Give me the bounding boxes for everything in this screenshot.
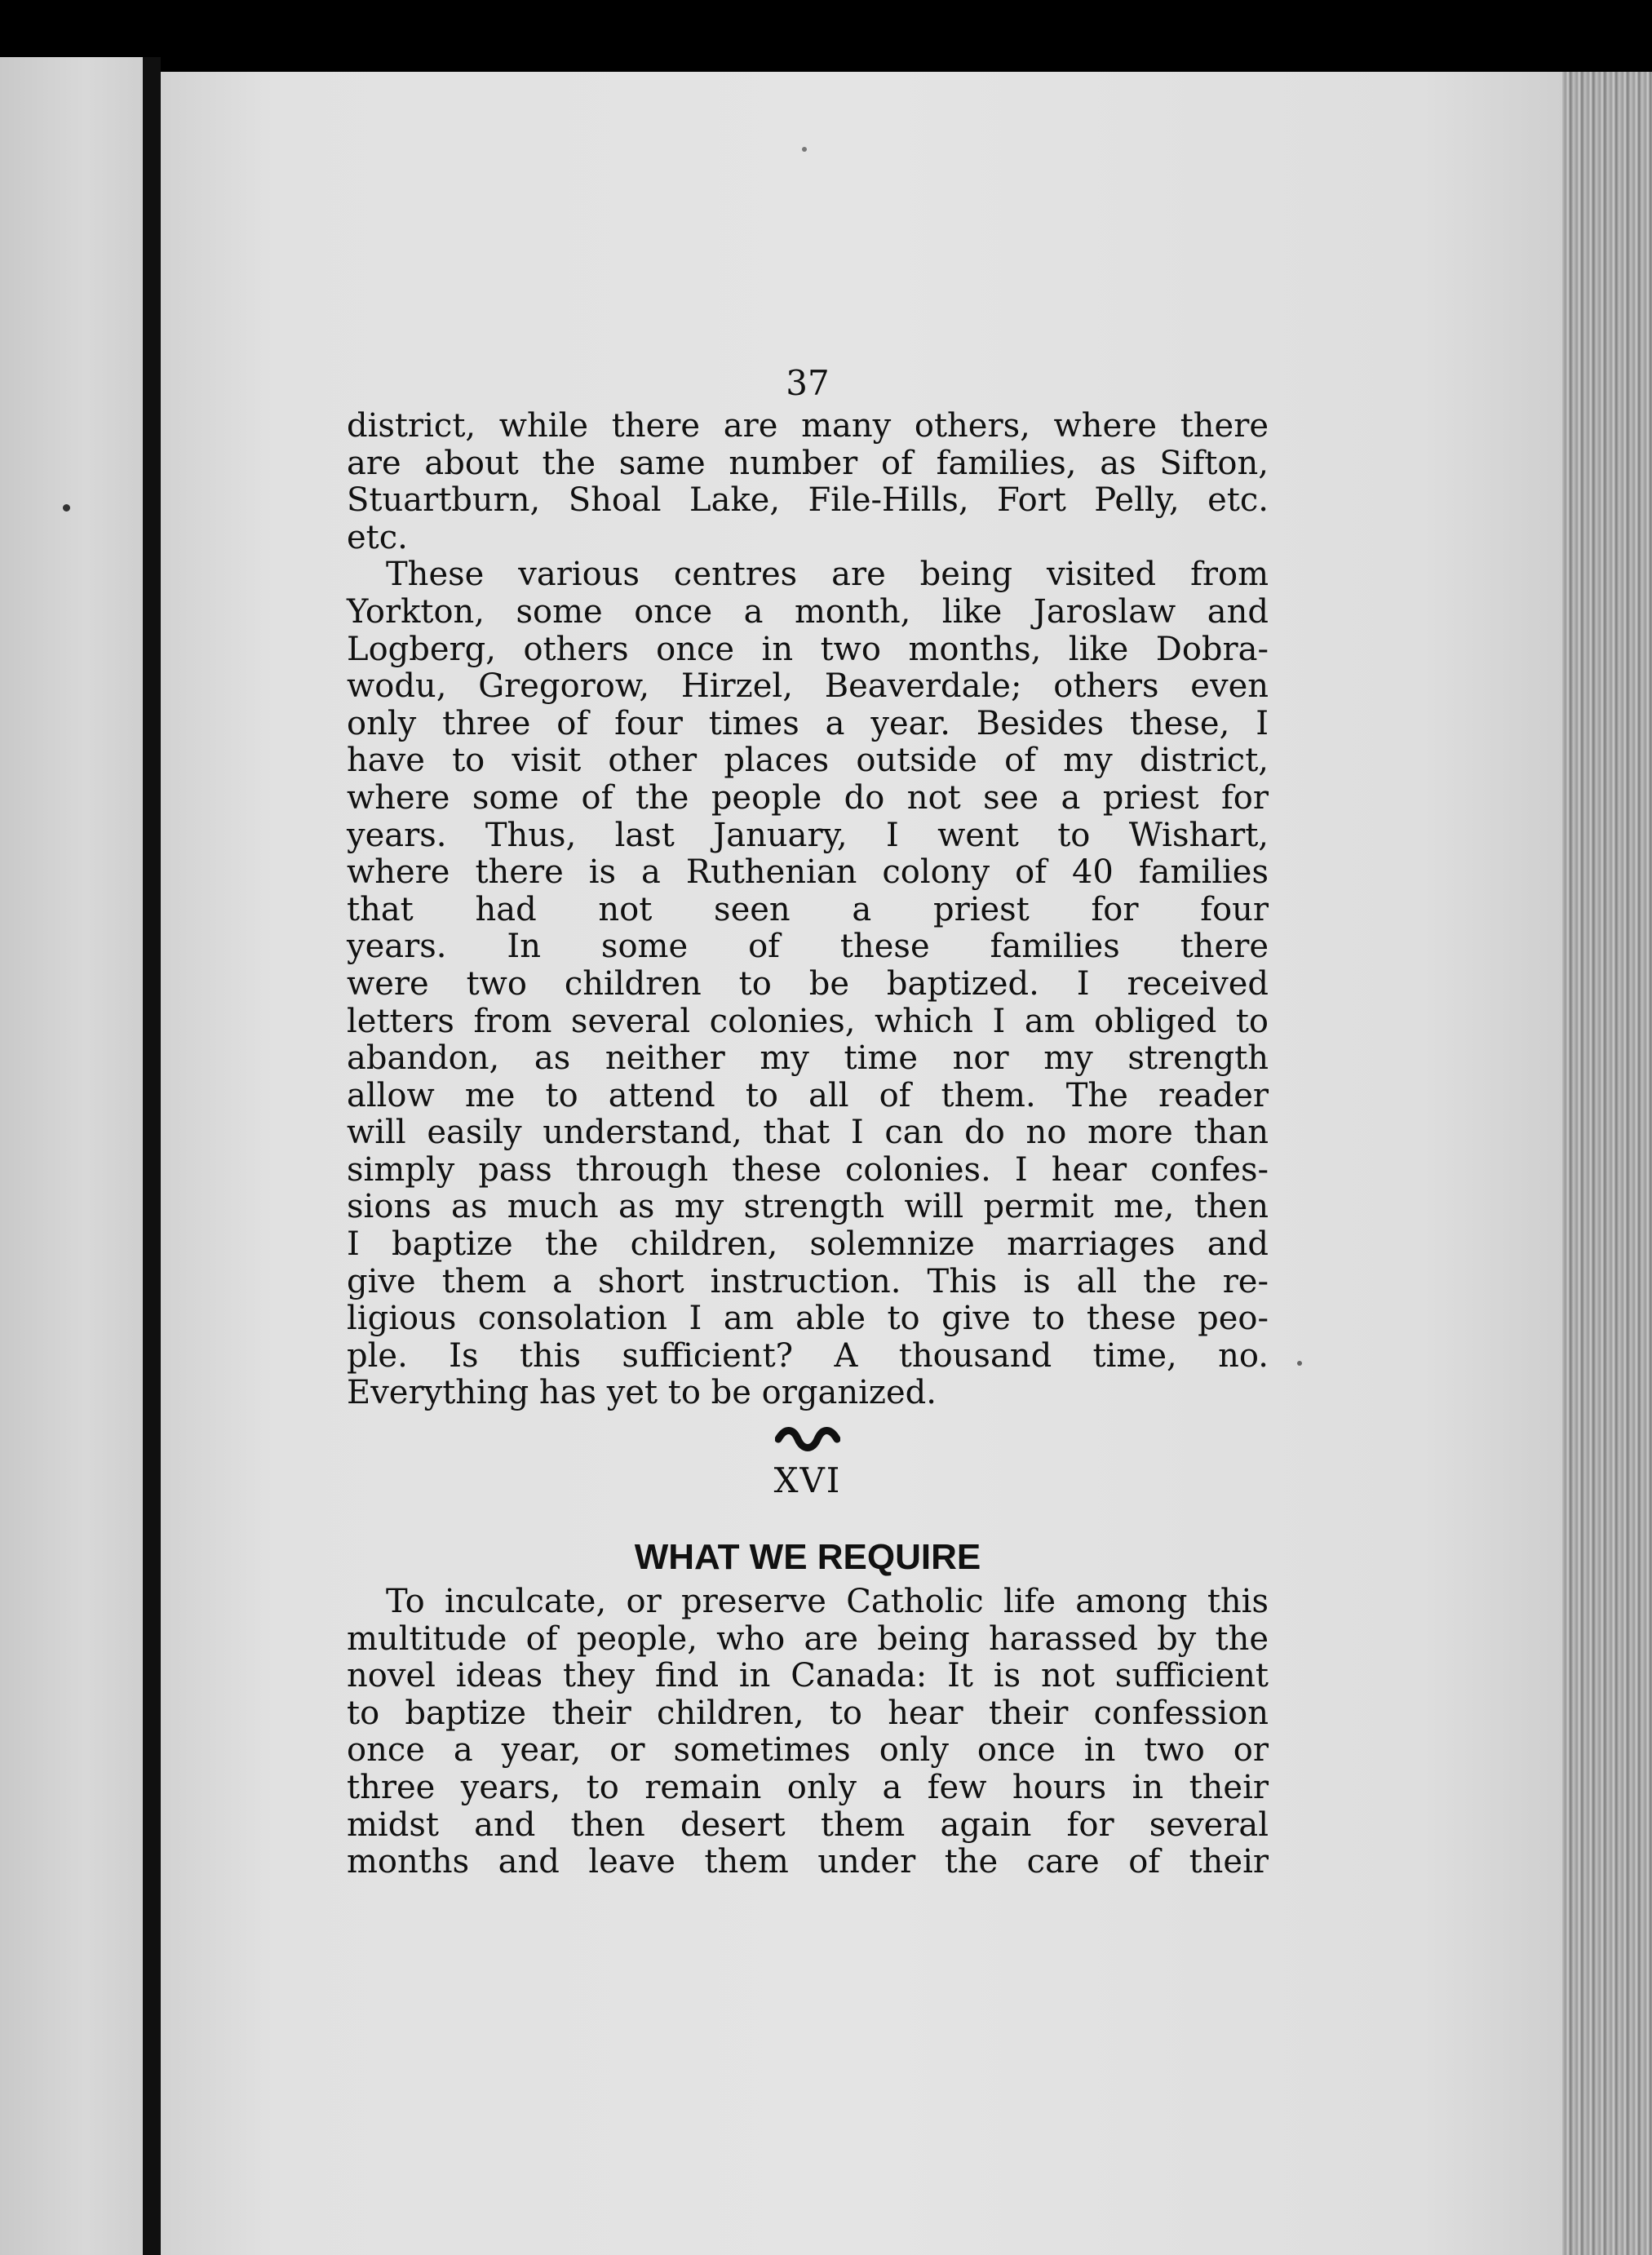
text-line: only three of four times a year. Besides these, I [347, 704, 1269, 742]
text-line: where some of the people do not see a priest for [347, 778, 1269, 817]
paragraph-1 [347, 408, 1269, 556]
section-heading: WHAT WE REQUIRE [634, 1537, 981, 1578]
scan-speck [802, 147, 807, 152]
text-line: years. Thus, last January, I went to Wishart, [347, 816, 1269, 854]
text-line: once a year, or sometimes only once in two or [347, 1731, 1269, 1770]
text-line: will easily understand, that I can do no more than [347, 1114, 1269, 1152]
wavy-ornament-icon [347, 1424, 1269, 1456]
text-line: etc. [347, 518, 408, 556]
text-line: I baptize the children, solemnize marriages and [347, 1225, 1269, 1264]
text-line: novel ideas they find in Canada: It is not sufficient [347, 1657, 1269, 1695]
section-number: XVI [773, 1460, 842, 1501]
text-line: Logberg, others once in two months, like Dobra- [347, 630, 1269, 668]
text-line: sions as much as my strength will permit me, then [347, 1188, 1269, 1226]
text-line: years. In some of these families there [347, 928, 1269, 966]
left-page-edge [0, 57, 143, 2255]
page-text [347, 359, 1269, 1881]
text-line: three years, to remain only a few hours in their [347, 1769, 1269, 1806]
right-page-edges [1562, 72, 1652, 2255]
text-line: allow me to attend to all of them. The reader [347, 1076, 1269, 1114]
text-line: ligious consolation I am able to give to these peo- [347, 1300, 1269, 1338]
text-line: abandon, as neither my time nor my strength [347, 1039, 1269, 1078]
text-line: to baptize their children, to hear their confession [347, 1694, 1269, 1732]
text-line: Stuartburn, Shoal Lake, File-Hills, Fort Pelly, etc. [347, 481, 1269, 520]
text-line: months and leave them under the care of their [347, 1843, 1269, 1881]
text-line: letters from several colonies, which I am obliged to [347, 1002, 1269, 1040]
text-line: have to visit other places outside of my district, [347, 742, 1269, 780]
text-line: are about the same number of families, as Sifton, [347, 444, 1269, 482]
text-line: that had not seen a priest for four [347, 890, 1269, 928]
text-line: wodu, Gregorow, Hirzel, Beaverdale; others even [347, 667, 1269, 706]
text-line: ple. Is this sufficient? A thousand time, no. [347, 1336, 1269, 1375]
text-line: district, while there are many others, where there [347, 407, 1269, 445]
text-line: give them a short instruction. This is all the re- [347, 1262, 1269, 1300]
scan-speck [63, 504, 70, 512]
text-line: multitude of people, who are being harassed by the [347, 1619, 1269, 1658]
page-number: 37 [786, 363, 830, 403]
text-line: These various centres are being visited from [386, 556, 1269, 594]
text-line: were two children to be baptized. I received [347, 964, 1269, 1003]
text-line: midst and then desert them again for several [347, 1805, 1269, 1844]
paragraph-2 [347, 556, 1269, 1412]
text-line: To inculcate, or preserve Catholic life among this [386, 1583, 1269, 1621]
binding-gutter [143, 57, 161, 2255]
paragraph-3 [347, 1584, 1269, 1881]
text-line: where there is a Ruthenian colony of 40 families [347, 853, 1269, 892]
text-line: Yorkton, some once a month, like Jaroslaw and [347, 592, 1269, 631]
scan-speck [1297, 1361, 1302, 1366]
text-line: simply pass through these colonies. I hear confes- [347, 1150, 1269, 1189]
text-line: Everything has yet to be organized. [347, 1374, 937, 1412]
